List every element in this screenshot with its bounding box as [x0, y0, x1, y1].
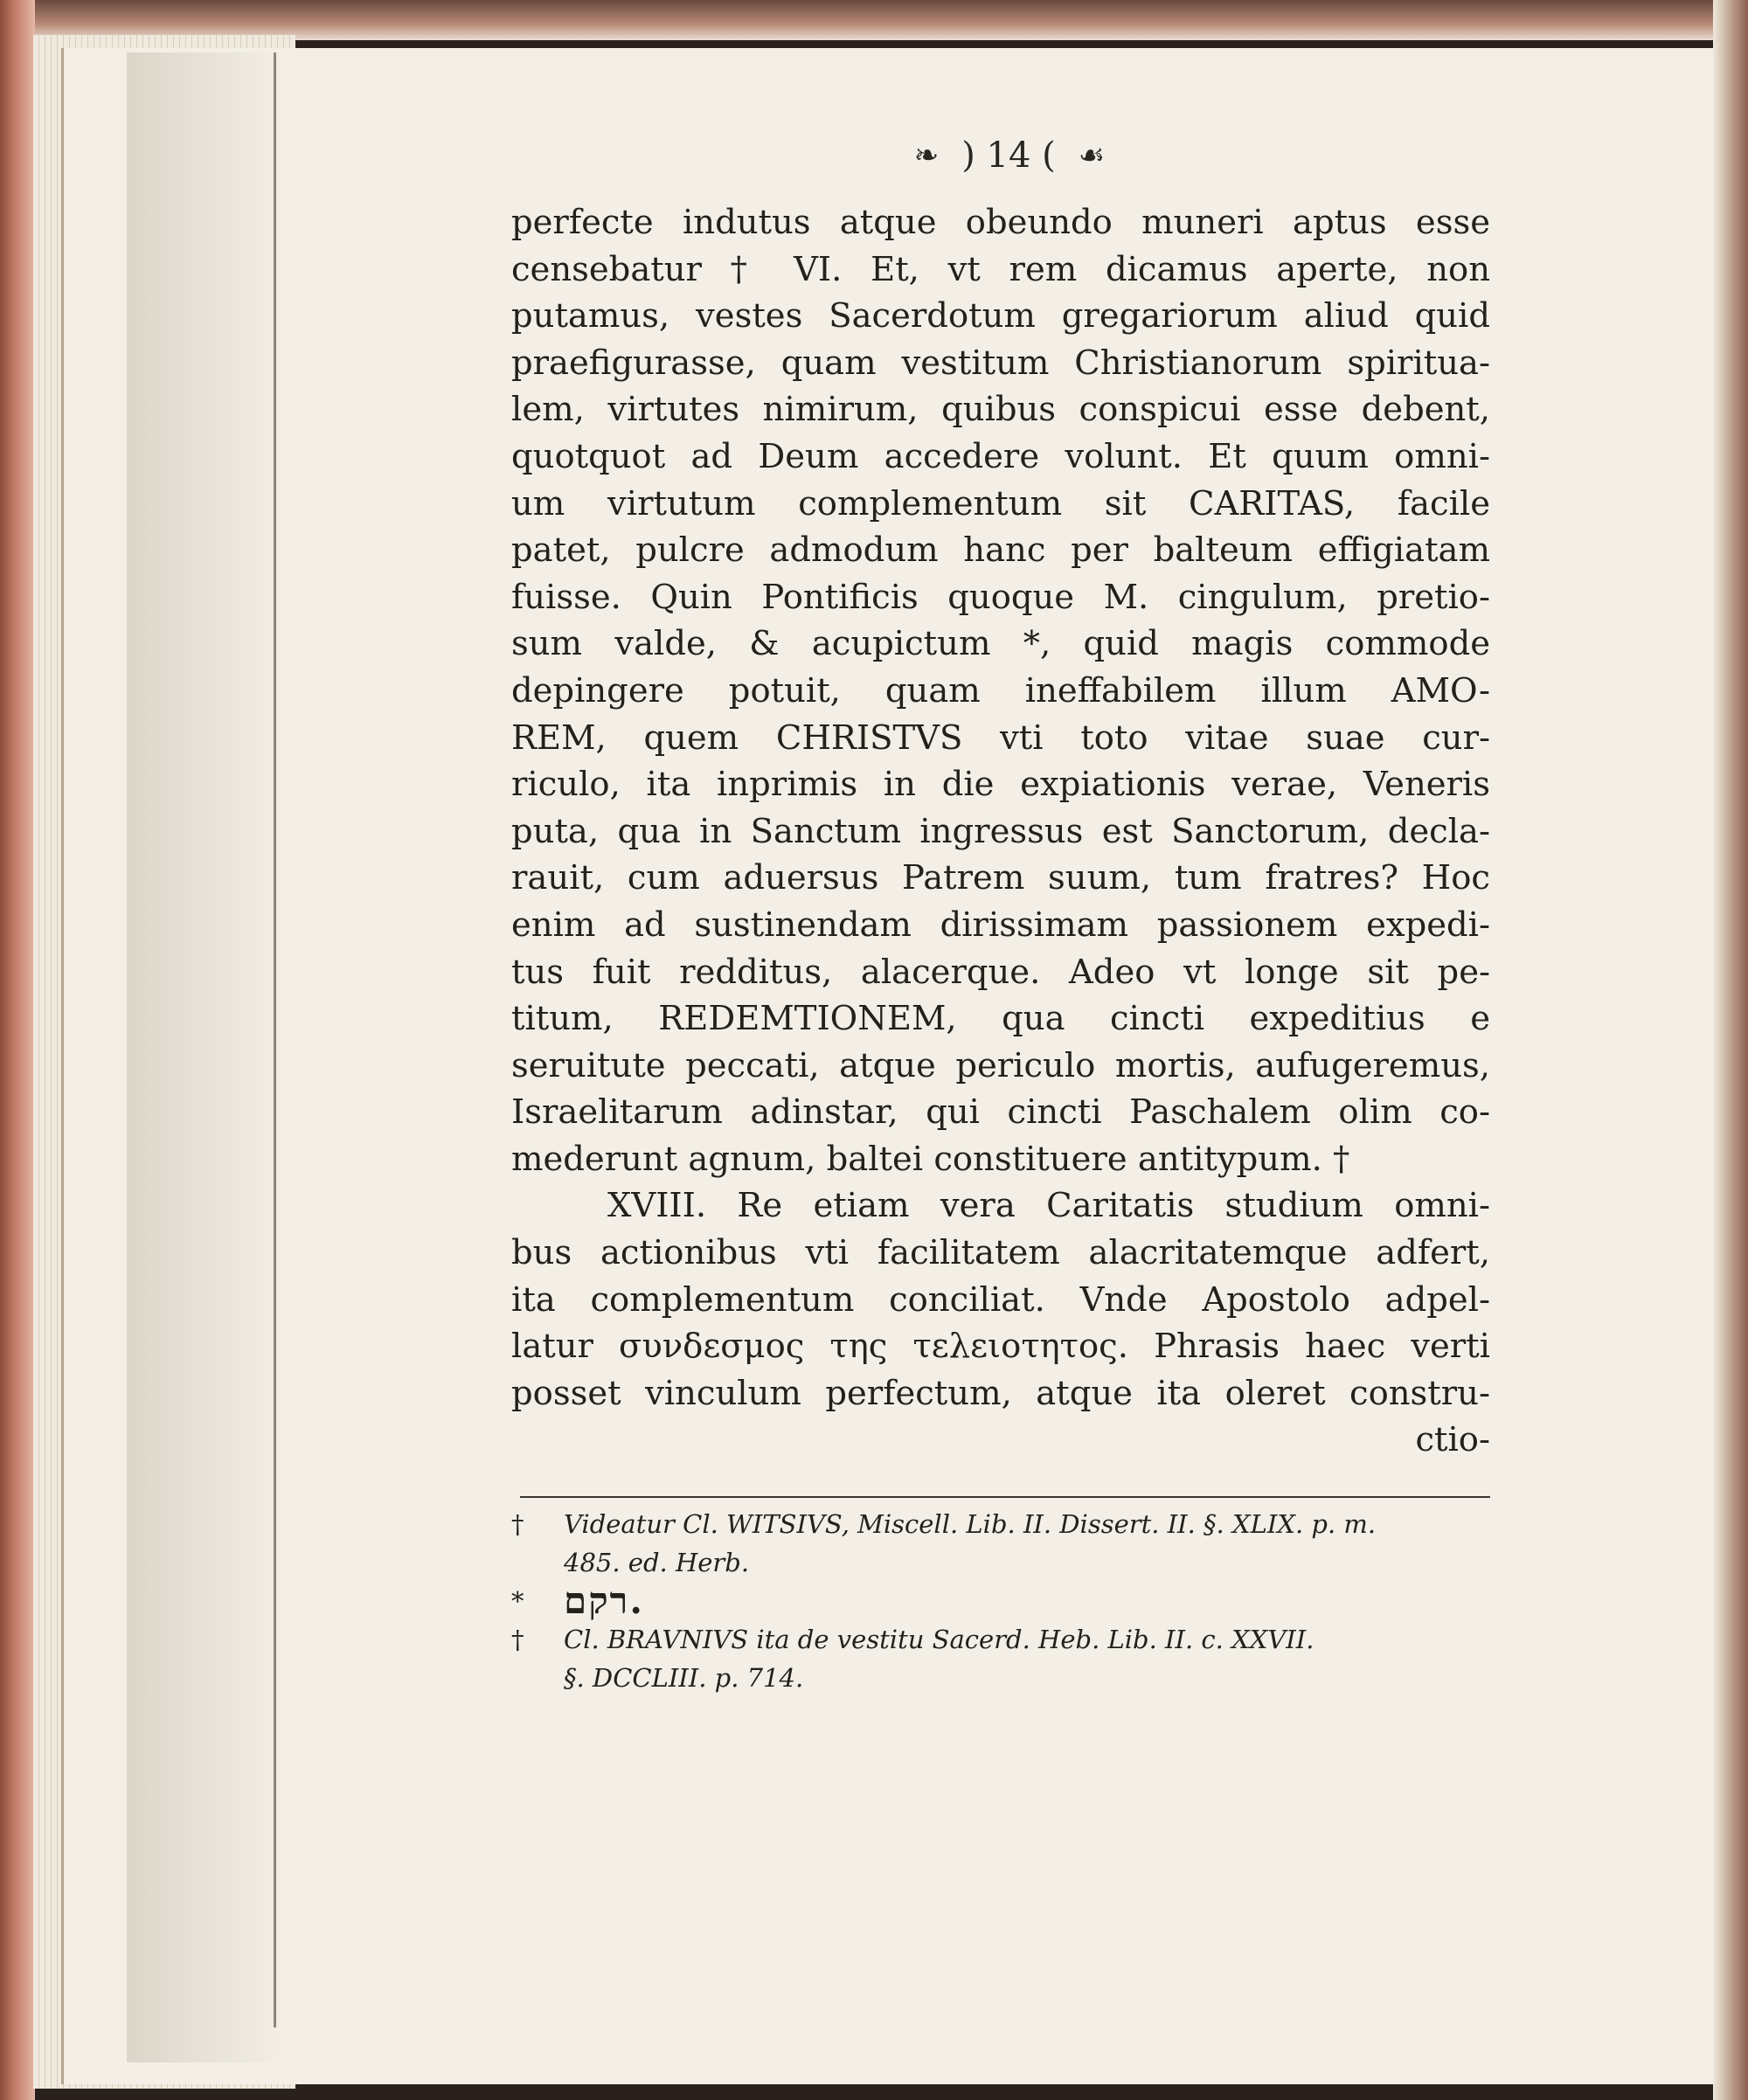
footnote-continuation: 485. ed. Herb. [564, 1548, 750, 1577]
book-left-edge [0, 0, 35, 2100]
text-line: puta, qua in Sanctum ingressus est Sanctorum, decla- [511, 811, 1490, 851]
text-line: praefigurasse, quam vestitum Christianorum spiritua- [511, 343, 1490, 383]
footnote [511, 1505, 1499, 1543]
text-line: depingere potuit, quam ineffabilem illum AMO- [511, 670, 1490, 710]
text-line: fuisse. Quin Pontificis quoque M. cingulum, pretio- [511, 577, 1490, 617]
footnote-continuation: §. DCCLIII. p. 714. [564, 1663, 804, 1693]
text-line: putamus, vestes Sacerdotum gregariorum aliud quid [511, 296, 1490, 336]
text-line: titum, REDEMTIONEM, qua cincti expeditius e [511, 999, 1490, 1039]
fold-line [274, 52, 276, 2027]
page-gutter-shadow [127, 52, 284, 2062]
text-line: rauit, cum aduersus Patrem suum, tum fratres? Hoc [511, 858, 1490, 898]
footnote-text: Cl. BRAVNIVS ita de vestitu Sacerd. Heb. Lib. II. c. XXVII. [564, 1625, 1314, 1654]
paragraph-start-line: XVIII. Re etiam vera Caritatis studium omni- [607, 1186, 1490, 1226]
text-line: riculo, ita inprimis in die expiationis verae, Veneris [511, 765, 1490, 805]
text-line: quotquot ad Deum accedere volunt. Et quum omni- [511, 436, 1490, 476]
text-line: enim ad sustinendam dirissimam passionem expedi- [511, 904, 1490, 945]
text-line: bus actionibus vti facilitatem alacritatemque adfert, [511, 1233, 1490, 1273]
text-line: tus fuit redditus, alacerque. Adeo vt longe sit pe- [511, 952, 1490, 992]
text-line: patet, pulcre admodum hanc per balteum effigiatam [511, 530, 1490, 571]
text-line: sum valde, & acupictum *, quid magis commode [511, 624, 1490, 664]
footnote-mark: † [511, 1509, 524, 1539]
catchword-line: ctio- [1415, 1420, 1490, 1460]
footnote-hebrew-text: רקם. [564, 1579, 644, 1622]
text-line: seruitute peccati, atque periculo mortis, aufugeremus, [511, 1045, 1490, 1085]
main-text [511, 199, 1490, 1464]
text-line: REM, quem CHRISTVS vti toto vitae suae cur- [511, 717, 1490, 758]
text-line: posset vinculum perfectum, atque ita oleret constru- [511, 1373, 1490, 1413]
footnote [511, 1620, 1499, 1659]
text-line: mederunt agnum, baltei constituere antitypum. † [511, 1139, 1350, 1179]
running-head [822, 131, 1197, 180]
footnotes [511, 1505, 1499, 1697]
footnote-text: Videatur Cl. WITSIVS, Miscell. Lib. II. Dissert. II. §. XLIX. p. m. [564, 1509, 1377, 1539]
footnote [511, 1579, 1499, 1622]
footnote-mark: † [511, 1625, 524, 1654]
text-line: Israelitarum adinstar, qui cincti Paschalem olim co- [511, 1092, 1490, 1133]
text-line: lem, virtutes nimirum, quibus conspicui esse debent, [511, 390, 1490, 430]
book-right-edge [1713, 0, 1748, 2100]
footnote-rule [520, 1496, 1490, 1498]
text-line: perfecte indutus atque obeundo muneri aptus esse [511, 203, 1490, 242]
left-ornament-icon: ❧ [913, 138, 940, 173]
text-line: ita complementum conciliat. Vnde Apostolo adpel- [511, 1279, 1490, 1320]
text-line: um virtutum complementum sit CARITAS, facile [511, 483, 1490, 523]
page-number: ) 14 ( [961, 135, 1056, 176]
text-line: latur συνδεσμος της τελειοτητος. Phrasis haec verti [511, 1327, 1490, 1367]
right-ornament-icon: ☙ [1078, 138, 1106, 173]
text-line: censebatur † VI. Et, vt rem dicamus aperte, non [511, 249, 1490, 289]
footnote-mark: * [511, 1586, 524, 1616]
